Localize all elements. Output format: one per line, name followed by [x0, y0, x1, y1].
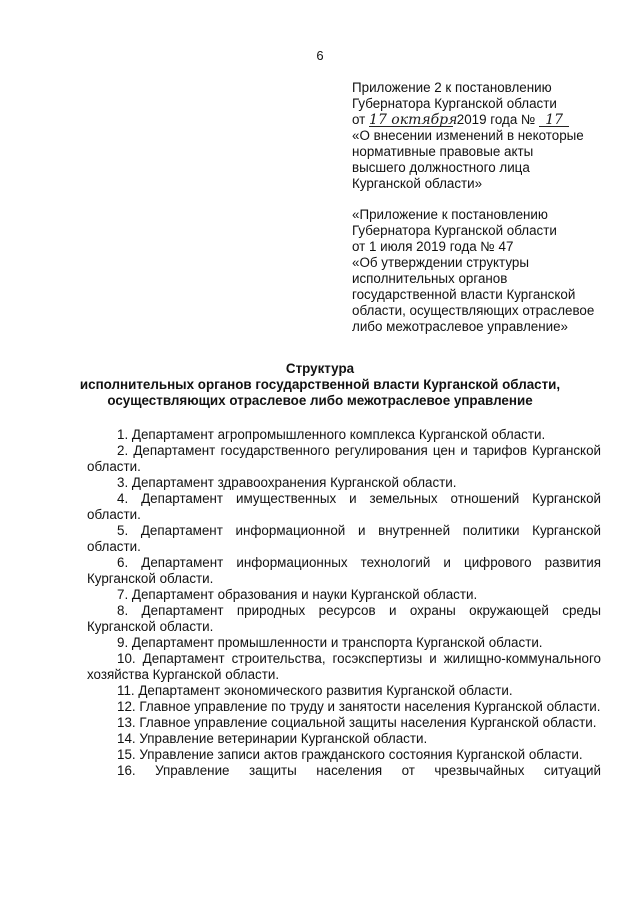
list-item: 6. Департамент информационных технологий и цифрового развития Курганской области.	[87, 555, 601, 586]
annex-1-line2: Губернатора Курганской области	[352, 223, 557, 238]
document-heading	[0, 361, 640, 409]
list-item: 12. Главное управление по труду и занятости населения Курганской области.	[117, 699, 601, 714]
annex-1-header	[352, 207, 622, 335]
list-item: 15. Управление записи актов гражданского состояния Курганской области.	[117, 747, 583, 762]
heading-title: Структура	[285, 361, 355, 376]
list-item: 14. Управление ветеринарии Курганской области.	[117, 731, 428, 746]
list-item: 9. Департамент промышленности и транспорта Курганской области.	[117, 635, 543, 650]
heading-line2: исполнительных органов государственной власти Курганской области,	[79, 377, 561, 392]
structure-list	[87, 427, 601, 779]
list-item: 10. Департамент строительства, госэкспертизы и жилищно-коммунального хозяйства Курганской области.	[87, 651, 601, 682]
annex-2-date-prefix: от	[352, 112, 366, 127]
annex-1-line1: «Приложение к постановлению	[352, 207, 548, 222]
annex-2-line3	[352, 112, 622, 128]
annex-1-line3: от 1 июля 2019 года № 47	[352, 239, 514, 254]
page-number: 6	[316, 48, 324, 63]
annex-2-line5: нормативные правовые акты	[352, 144, 534, 159]
heading-line3: осуществляющих отраслевое либо межотраслевое управление	[107, 393, 533, 408]
annex-1-line4: «Об утверждении структуры	[352, 255, 529, 270]
annex-2-line6: высшего должностного лица	[352, 160, 530, 175]
annex-1-line7: области, осуществляющих отраслевое	[352, 303, 595, 318]
annex-2-year: 2019 года №	[456, 112, 536, 127]
annex-2-header	[352, 80, 622, 192]
annex-2-line4: «О внесении изменений в некоторые	[352, 128, 584, 143]
list-item: 16. Управление защиты населения от чрезвычайных ситуаций	[117, 763, 601, 778]
list-item: 4. Департамент имущественных и земельных отношений Курганской области.	[87, 491, 601, 522]
list-item: 11. Департамент экономического развития Курганской области.	[117, 683, 513, 698]
annex-2-line1: Приложение 2 к постановлению	[352, 80, 552, 95]
annex-1-line6: государственной власти Курганской	[352, 287, 576, 302]
list-item: 5. Департамент информационной и внутренней политики Курганской области.	[87, 523, 601, 554]
annex-2-line7: Курганской области»	[352, 176, 483, 191]
list-item: 2. Департамент государственного регулирования цен и тарифов Курганской области.	[87, 443, 601, 474]
handwritten-number: 17	[539, 114, 569, 127]
list-item: 3. Департамент здравоохранения Курганской области.	[117, 475, 457, 490]
annex-1-line5: исполнительных органов	[352, 271, 508, 286]
handwritten-date: 17 октября	[369, 112, 458, 128]
annex-2-line2: Губернатора Курганской области	[352, 96, 557, 111]
list-item: 1. Департамент агропромышленного комплекса Курганской области.	[117, 427, 546, 442]
annex-1-line8: либо межотраслевое управление»	[352, 319, 568, 334]
list-item: 8. Департамент природных ресурсов и охраны окружающей среды Курганской области.	[87, 603, 601, 634]
list-item: 7. Департамент образования и науки Курганской области.	[117, 587, 478, 602]
list-item: 13. Главное управление социальной защиты населения Курганской области.	[117, 715, 597, 730]
